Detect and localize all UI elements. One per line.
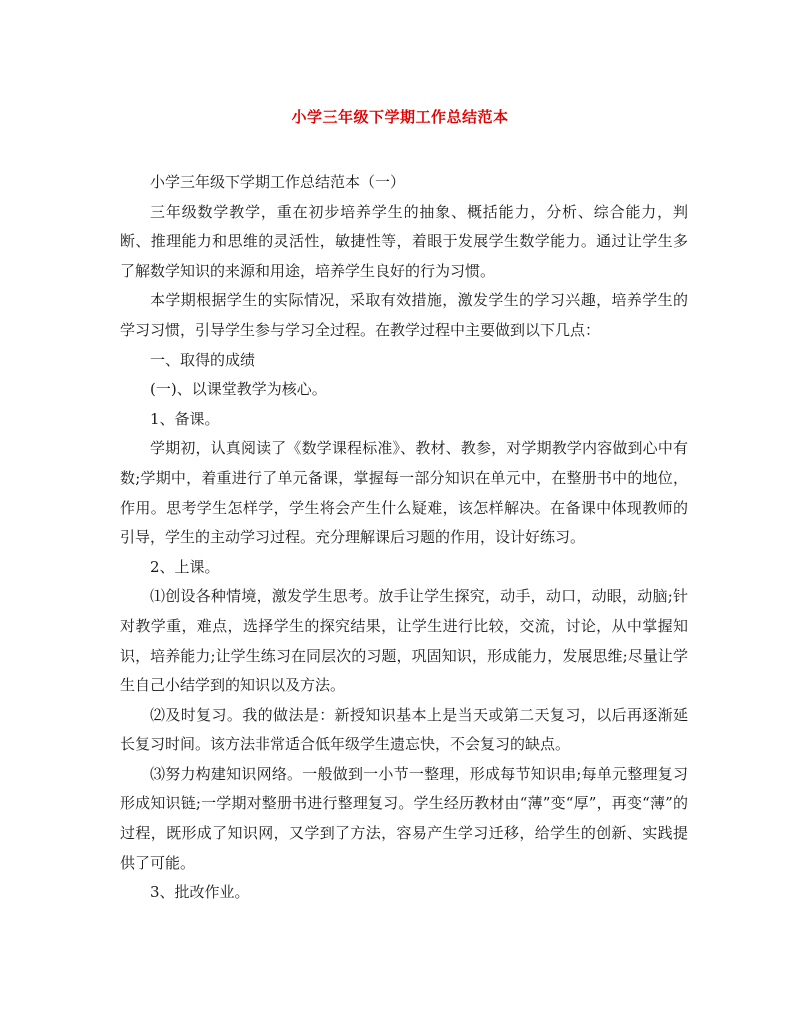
paragraph-teaching-point-3: ⑶努力构建知识网络。一般做到一小节一整理，形成每节知识串;每单元整理复习形成知识链;一学期对整册书进行整理复习。学生经历教材由“薄”变“厚”，再变“薄”的过程，既形成了知识网，又学到了方法，容易产生学习迁移，给学生的创新、实践提供了可能。 <box>120 764 688 872</box>
paragraph-teaching-point-2: ⑵及时复习。我的做法是：新授知识基本上是当天或第二天复习，以后再逐渐延长复习时间。该方法非常适合低年级学生遗忘快，不会复习的缺点。 <box>120 705 688 754</box>
paragraph-heading-one: 小学三年级下学期工作总结范本（一） <box>150 173 406 191</box>
paragraph-lesson-prep: 学期初，认真阅读了《数学课程标准》、教材、教参，对学期教学内容做到心中有数;学期中，着重进行了单元备课，掌握每一部分知识在单元中，在整册书中的地位，作用。思考学生怎样学，学生将会产生什么疑难，该怎样解决。在备课中体现教师的引导，学生的主动学习过程。充分理解课后习题的作用，设计好练习。 <box>120 439 688 547</box>
item-heading-teaching: 2、上课。 <box>150 557 220 576</box>
document-title: 小学三年级下学期工作总结范本 <box>291 108 509 126</box>
paragraph-approach: 本学期根据学生的实际情况，采取有效措施，激发学生的学习兴趣，培养学生的学习习惯，引导学生参与学习全过程。在教学过程中主要做到以下几点： <box>120 291 688 339</box>
section-heading-achievements: 一、取得的成绩 <box>150 350 256 369</box>
paragraph-teaching-point-1: ⑴创设各种情境，激发学生思考。放手让学生探究，动手，动口，动眼，动脑;针对教学重，难点，选择学生的探究结果，让学生进行比较，交流，讨论，从中掌握知识，培养能力;让学生练习在同层次的习题，巩固知识，形成能力，发展思维;尽量让学生自己小结学到的知识以及方法。 <box>120 587 688 695</box>
item-heading-homework: 3、批改作业。 <box>150 883 250 902</box>
subsection-heading-classroom: (一)、以课堂教学为核心。 <box>150 380 327 399</box>
item-heading-lesson-prep: 1、备课。 <box>150 409 220 428</box>
document-body <box>120 168 688 908</box>
paragraph-intro: 三年级数学教学，重在初步培养学生的抽象、概括能力，分析、综合能力，判断、推理能力和思维的灵活性，敏捷性等，着眼于发展学生数学能力。通过让学生多了解数学知识的来源和用途，培养学生良好的行为习惯。 <box>120 202 688 280</box>
